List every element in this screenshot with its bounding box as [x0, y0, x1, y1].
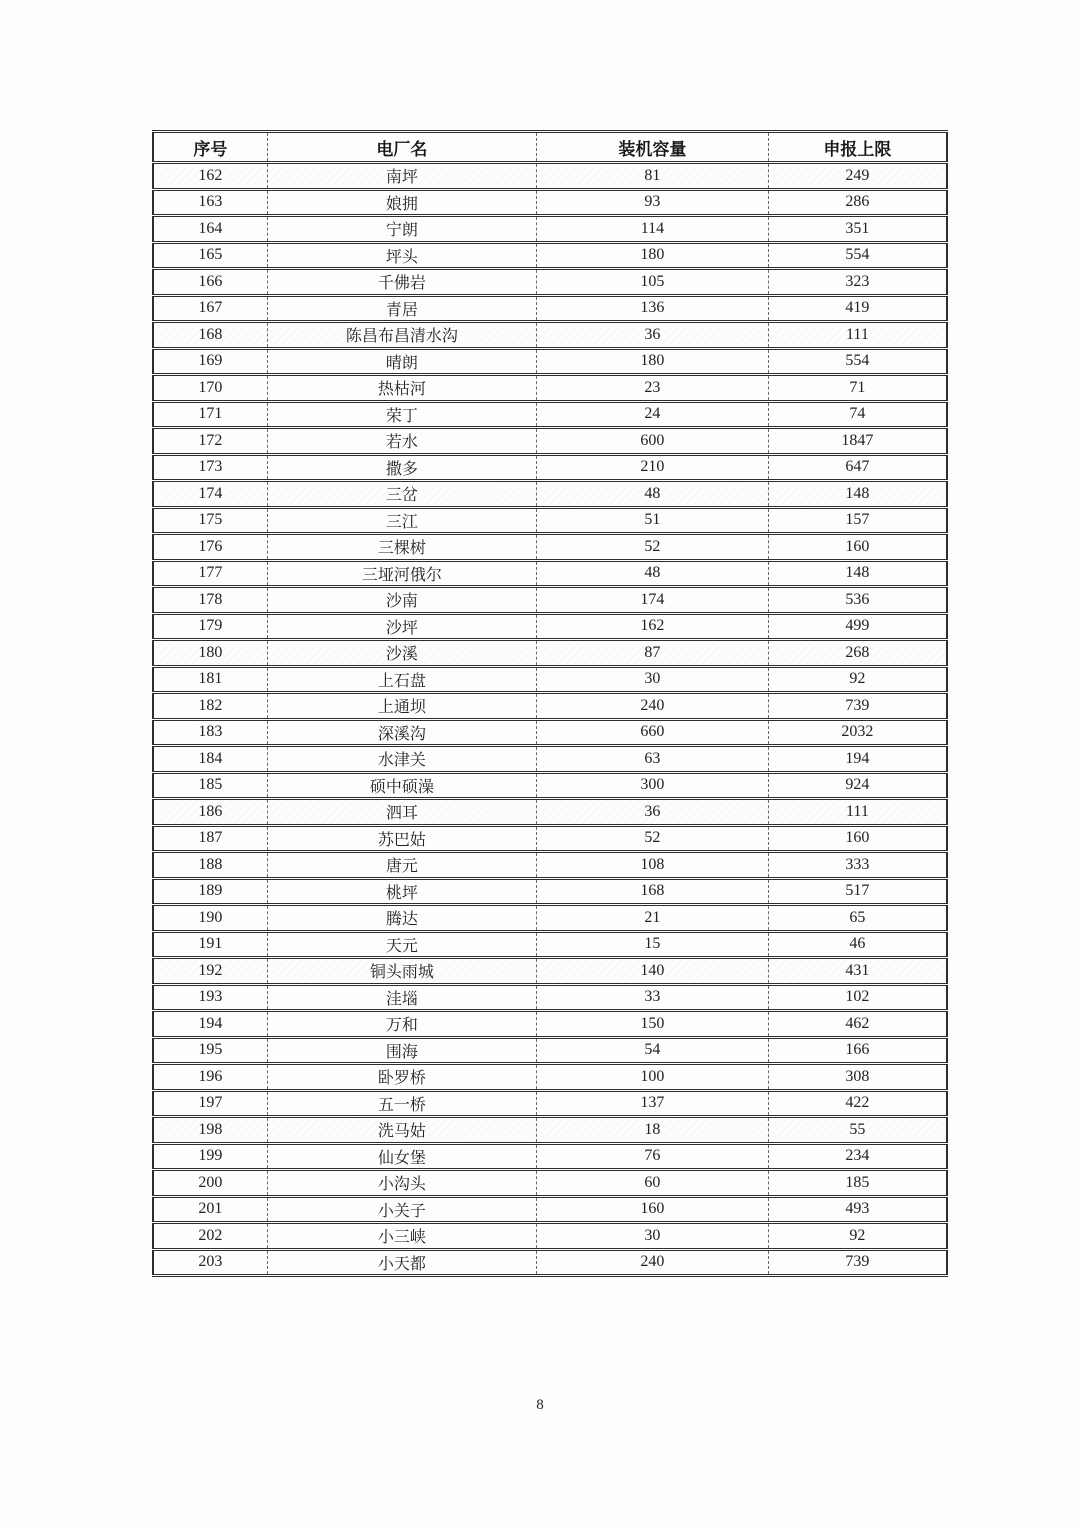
- cell-capacity: 51: [536, 507, 768, 534]
- table-row: [153, 772, 947, 799]
- cell-limit: 194: [768, 746, 947, 773]
- cell-serial: 171: [153, 401, 267, 428]
- cell-serial: 165: [153, 242, 267, 269]
- cell-capacity: 160: [536, 1196, 768, 1223]
- cell-capacity: 108: [536, 852, 768, 879]
- cell-plant-name: 洼堖: [267, 984, 536, 1011]
- cell-plant-name: 晴朗: [267, 348, 536, 375]
- cell-limit: 1847: [768, 428, 947, 455]
- cell-serial: 186: [153, 799, 267, 826]
- cell-limit: 249: [768, 163, 947, 190]
- cell-limit: 554: [768, 242, 947, 269]
- table-row: [153, 1090, 947, 1117]
- table-row: [153, 640, 947, 667]
- cell-plant-name: 沙南: [267, 587, 536, 614]
- cell-plant-name: 苏巴姑: [267, 825, 536, 852]
- cell-capacity: 24: [536, 401, 768, 428]
- cell-serial: 203: [153, 1249, 267, 1276]
- cell-limit: 185: [768, 1170, 947, 1197]
- cell-limit: 554: [768, 348, 947, 375]
- cell-serial: 179: [153, 613, 267, 640]
- cell-limit: 517: [768, 878, 947, 905]
- cell-serial: 202: [153, 1223, 267, 1250]
- column-header-plant-name: 电厂名: [267, 132, 536, 163]
- cell-plant-name: 三垭河俄尔: [267, 560, 536, 587]
- column-header-capacity: 装机容量: [536, 132, 768, 163]
- cell-plant-name: 唐元: [267, 852, 536, 879]
- cell-limit: 160: [768, 825, 947, 852]
- cell-limit: 74: [768, 401, 947, 428]
- cell-serial: 188: [153, 852, 267, 879]
- cell-plant-name: 泗耳: [267, 799, 536, 826]
- cell-serial: 191: [153, 931, 267, 958]
- cell-capacity: 36: [536, 322, 768, 349]
- cell-plant-name: 天元: [267, 931, 536, 958]
- table-header: [153, 132, 947, 163]
- table-row: [153, 905, 947, 932]
- cell-plant-name: 万和: [267, 1011, 536, 1038]
- cell-limit: 323: [768, 269, 947, 296]
- cell-plant-name: 卧罗桥: [267, 1064, 536, 1091]
- table-row: [153, 216, 947, 243]
- table-row: [153, 666, 947, 693]
- table-row: [153, 719, 947, 746]
- cell-limit: 157: [768, 507, 947, 534]
- cell-capacity: 21: [536, 905, 768, 932]
- table-row: [153, 1196, 947, 1223]
- table-row: [153, 507, 947, 534]
- cell-serial: 162: [153, 163, 267, 190]
- cell-capacity: 15: [536, 931, 768, 958]
- cell-serial: 169: [153, 348, 267, 375]
- cell-plant-name: 腾达: [267, 905, 536, 932]
- column-header-serial: 序号: [153, 132, 267, 163]
- cell-plant-name: 上石盘: [267, 666, 536, 693]
- cell-capacity: 76: [536, 1143, 768, 1170]
- cell-serial: 174: [153, 481, 267, 508]
- cell-serial: 173: [153, 454, 267, 481]
- cell-capacity: 33: [536, 984, 768, 1011]
- cell-serial: 178: [153, 587, 267, 614]
- cell-capacity: 23: [536, 375, 768, 402]
- table-row: [153, 189, 947, 216]
- table-row: [153, 428, 947, 455]
- cell-serial: 175: [153, 507, 267, 534]
- cell-serial: 190: [153, 905, 267, 932]
- cell-capacity: 180: [536, 242, 768, 269]
- cell-limit: 462: [768, 1011, 947, 1038]
- cell-serial: 199: [153, 1143, 267, 1170]
- cell-capacity: 105: [536, 269, 768, 296]
- cell-serial: 167: [153, 295, 267, 322]
- cell-serial: 185: [153, 772, 267, 799]
- cell-limit: 111: [768, 322, 947, 349]
- cell-plant-name: 陈昌布昌清水沟: [267, 322, 536, 349]
- cell-limit: 92: [768, 1223, 947, 1250]
- cell-capacity: 48: [536, 560, 768, 587]
- cell-plant-name: 小三峡: [267, 1223, 536, 1250]
- table-row: [153, 825, 947, 852]
- page-number: 8: [536, 1397, 544, 1413]
- cell-limit: 160: [768, 534, 947, 561]
- table-row: [153, 958, 947, 985]
- cell-serial: 197: [153, 1090, 267, 1117]
- cell-plant-name: 洗马姑: [267, 1117, 536, 1144]
- cell-limit: 65: [768, 905, 947, 932]
- cell-plant-name: 硕中硕澡: [267, 772, 536, 799]
- cell-limit: 924: [768, 772, 947, 799]
- cell-serial: 196: [153, 1064, 267, 1091]
- cell-serial: 166: [153, 269, 267, 296]
- cell-limit: 351: [768, 216, 947, 243]
- cell-plant-name: 小关子: [267, 1196, 536, 1223]
- cell-capacity: 54: [536, 1037, 768, 1064]
- cell-capacity: 18: [536, 1117, 768, 1144]
- cell-serial: 193: [153, 984, 267, 1011]
- cell-serial: 198: [153, 1117, 267, 1144]
- cell-limit: 286: [768, 189, 947, 216]
- cell-capacity: 240: [536, 693, 768, 720]
- cell-limit: 46: [768, 931, 947, 958]
- cell-plant-name: 娘拥: [267, 189, 536, 216]
- cell-serial: 194: [153, 1011, 267, 1038]
- cell-capacity: 137: [536, 1090, 768, 1117]
- table-row: [153, 613, 947, 640]
- cell-limit: 431: [768, 958, 947, 985]
- cell-capacity: 300: [536, 772, 768, 799]
- cell-limit: 102: [768, 984, 947, 1011]
- cell-capacity: 52: [536, 534, 768, 561]
- cell-serial: 170: [153, 375, 267, 402]
- cell-limit: 739: [768, 1249, 947, 1276]
- cell-capacity: 60: [536, 1170, 768, 1197]
- cell-limit: 308: [768, 1064, 947, 1091]
- header-row: [153, 132, 947, 163]
- cell-limit: 234: [768, 1143, 947, 1170]
- cell-limit: 92: [768, 666, 947, 693]
- cell-capacity: 660: [536, 719, 768, 746]
- cell-serial: 187: [153, 825, 267, 852]
- table-row: [153, 746, 947, 773]
- cell-capacity: 30: [536, 666, 768, 693]
- cell-serial: 183: [153, 719, 267, 746]
- cell-plant-name: 宁朗: [267, 216, 536, 243]
- table-row: [153, 295, 947, 322]
- cell-serial: 201: [153, 1196, 267, 1223]
- cell-serial: 184: [153, 746, 267, 773]
- table-row: [153, 799, 947, 826]
- cell-serial: 176: [153, 534, 267, 561]
- table-row: [153, 984, 947, 1011]
- cell-serial: 163: [153, 189, 267, 216]
- cell-plant-name: 沙溪: [267, 640, 536, 667]
- table-row: [153, 1223, 947, 1250]
- cell-capacity: 30: [536, 1223, 768, 1250]
- cell-limit: 111: [768, 799, 947, 826]
- cell-limit: 55: [768, 1117, 947, 1144]
- cell-limit: 148: [768, 560, 947, 587]
- table-row: [153, 693, 947, 720]
- table-row: [153, 269, 947, 296]
- cell-capacity: 174: [536, 587, 768, 614]
- cell-plant-name: 仙女堡: [267, 1143, 536, 1170]
- cell-plant-name: 南坪: [267, 163, 536, 190]
- cell-plant-name: 围海: [267, 1037, 536, 1064]
- cell-capacity: 150: [536, 1011, 768, 1038]
- cell-serial: 172: [153, 428, 267, 455]
- table-row: [153, 481, 947, 508]
- cell-limit: 166: [768, 1037, 947, 1064]
- cell-plant-name: 沙坪: [267, 613, 536, 640]
- cell-plant-name: 桃坪: [267, 878, 536, 905]
- cell-capacity: 114: [536, 216, 768, 243]
- table-row: [153, 322, 947, 349]
- cell-plant-name: 坪头: [267, 242, 536, 269]
- table-row: [153, 534, 947, 561]
- cell-limit: 739: [768, 693, 947, 720]
- cell-serial: 177: [153, 560, 267, 587]
- cell-limit: 268: [768, 640, 947, 667]
- power-plant-table: [152, 130, 948, 1277]
- table-row: [153, 401, 947, 428]
- table-row: [153, 1064, 947, 1091]
- table-row: [153, 1117, 947, 1144]
- cell-capacity: 81: [536, 163, 768, 190]
- table-row: [153, 1249, 947, 1276]
- table-body: [153, 163, 947, 1276]
- cell-serial: 180: [153, 640, 267, 667]
- table-row: [153, 1037, 947, 1064]
- cell-plant-name: 小天都: [267, 1249, 536, 1276]
- cell-capacity: 240: [536, 1249, 768, 1276]
- cell-capacity: 600: [536, 428, 768, 455]
- cell-capacity: 100: [536, 1064, 768, 1091]
- cell-capacity: 140: [536, 958, 768, 985]
- cell-limit: 2032: [768, 719, 947, 746]
- cell-capacity: 52: [536, 825, 768, 852]
- cell-serial: 189: [153, 878, 267, 905]
- table-row: [153, 375, 947, 402]
- cell-plant-name: 小沟头: [267, 1170, 536, 1197]
- table-row: [153, 878, 947, 905]
- cell-capacity: 168: [536, 878, 768, 905]
- table-row: [153, 931, 947, 958]
- table-row: [153, 852, 947, 879]
- cell-capacity: 48: [536, 481, 768, 508]
- cell-capacity: 36: [536, 799, 768, 826]
- cell-capacity: 87: [536, 640, 768, 667]
- cell-plant-name: 三江: [267, 507, 536, 534]
- cell-serial: 195: [153, 1037, 267, 1064]
- cell-serial: 181: [153, 666, 267, 693]
- cell-plant-name: 上通坝: [267, 693, 536, 720]
- cell-limit: 333: [768, 852, 947, 879]
- cell-limit: 499: [768, 613, 947, 640]
- table-row: [153, 1011, 947, 1038]
- table-row: [153, 454, 947, 481]
- cell-limit: 493: [768, 1196, 947, 1223]
- column-header-limit: 申报上限: [768, 132, 947, 163]
- cell-serial: 200: [153, 1170, 267, 1197]
- cell-plant-name: 三棵树: [267, 534, 536, 561]
- cell-capacity: 210: [536, 454, 768, 481]
- cell-plant-name: 热枯河: [267, 375, 536, 402]
- cell-serial: 192: [153, 958, 267, 985]
- table-row: [153, 560, 947, 587]
- cell-capacity: 180: [536, 348, 768, 375]
- cell-limit: 148: [768, 481, 947, 508]
- cell-serial: 168: [153, 322, 267, 349]
- cell-plant-name: 铜头雨城: [267, 958, 536, 985]
- cell-plant-name: 深溪沟: [267, 719, 536, 746]
- cell-limit: 422: [768, 1090, 947, 1117]
- cell-limit: 71: [768, 375, 947, 402]
- cell-plant-name: 水津关: [267, 746, 536, 773]
- cell-plant-name: 三岔: [267, 481, 536, 508]
- cell-plant-name: 青居: [267, 295, 536, 322]
- cell-capacity: 162: [536, 613, 768, 640]
- cell-serial: 182: [153, 693, 267, 720]
- table-row: [153, 1143, 947, 1170]
- table-row: [153, 242, 947, 269]
- table-row: [153, 163, 947, 190]
- cell-limit: 647: [768, 454, 947, 481]
- cell-plant-name: 五一桥: [267, 1090, 536, 1117]
- table-row: [153, 348, 947, 375]
- cell-plant-name: 撒多: [267, 454, 536, 481]
- cell-plant-name: 若水: [267, 428, 536, 455]
- cell-capacity: 93: [536, 189, 768, 216]
- cell-capacity: 63: [536, 746, 768, 773]
- cell-serial: 164: [153, 216, 267, 243]
- table-row: [153, 1170, 947, 1197]
- table-row: [153, 587, 947, 614]
- cell-limit: 419: [768, 295, 947, 322]
- cell-capacity: 136: [536, 295, 768, 322]
- cell-plant-name: 荣丁: [267, 401, 536, 428]
- cell-limit: 536: [768, 587, 947, 614]
- cell-plant-name: 千佛岩: [267, 269, 536, 296]
